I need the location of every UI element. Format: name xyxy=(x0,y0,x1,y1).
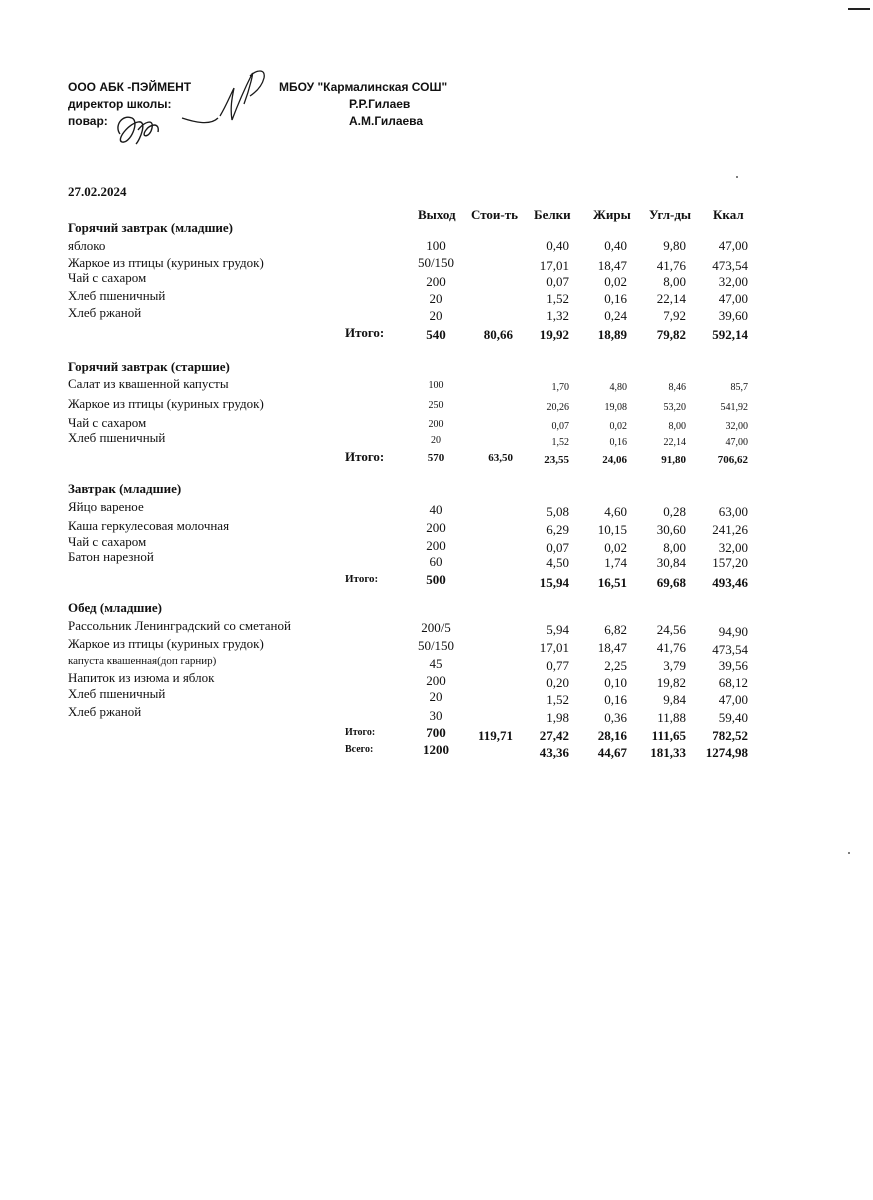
cell-output: 30 xyxy=(429,708,443,723)
cell-kcal: 47,00 xyxy=(725,437,748,448)
cell-fats: 18,47 xyxy=(597,640,627,655)
cell-proteins: 17,01 xyxy=(539,640,569,655)
table-row xyxy=(0,686,873,707)
total-fats: 16,51 xyxy=(597,575,627,590)
director-label: директор школы: xyxy=(68,97,172,111)
cell-proteins: 1,52 xyxy=(546,291,569,306)
total-label: Итого: xyxy=(345,449,385,464)
cell-proteins: 1,32 xyxy=(546,308,569,323)
dish-name: Хлеб ржаной xyxy=(68,704,142,719)
total-carbs: 111,65 xyxy=(651,728,686,743)
grand-total-row xyxy=(0,742,873,758)
cell-fats: 2,25 xyxy=(604,658,627,673)
cell-kcal: 32,00 xyxy=(718,540,748,555)
cell-proteins: 5,94 xyxy=(546,622,569,637)
section-title: Горячий завтрак (старшие) xyxy=(68,359,230,374)
dish-name: Жаркое из птицы (куриных грудок) xyxy=(68,636,264,651)
grand-total-output: 1200 xyxy=(423,742,449,757)
scan-speck xyxy=(848,852,850,854)
cell-fats: 0,16 xyxy=(609,437,627,448)
cell-kcal: 473,54 xyxy=(712,642,748,657)
cook-label: повар: xyxy=(68,114,108,128)
cell-kcal: 241,26 xyxy=(712,522,748,537)
cell-proteins: 17,01 xyxy=(539,258,569,273)
total-cost: 80,66 xyxy=(483,327,513,342)
col-header-cost: Стои-ть xyxy=(471,207,519,222)
cell-output: 20 xyxy=(431,435,441,446)
dish-name: Чай с сахаром xyxy=(68,270,147,285)
cell-output: 200 xyxy=(426,274,446,289)
table-row xyxy=(0,415,873,431)
total-kcal: 706,62 xyxy=(717,454,748,466)
cell-kcal: 473,54 xyxy=(712,258,748,273)
cook-signature xyxy=(110,104,165,152)
table-row xyxy=(0,636,873,657)
section-title: Завтрак (младшие) xyxy=(68,481,182,496)
cell-proteins: 1,52 xyxy=(546,692,569,707)
cell-output: 40 xyxy=(429,502,443,517)
cell-kcal: 68,12 xyxy=(718,675,748,690)
cell-fats: 0,10 xyxy=(604,675,627,690)
cell-kcal: 39,60 xyxy=(718,308,748,323)
total-kcal: 493,46 xyxy=(712,575,748,590)
cell-carbs: 41,76 xyxy=(656,258,686,273)
dish-name: Хлеб пшеничный xyxy=(68,430,166,445)
cell-proteins: 0,07 xyxy=(551,421,569,432)
dish-name: Жаркое из птицы (куриных грудок) xyxy=(68,255,264,270)
total-fats: 18,89 xyxy=(597,327,627,342)
table-row xyxy=(0,499,873,519)
total-label: Итого: xyxy=(345,727,376,738)
cell-output: 200 xyxy=(428,419,444,430)
grand-total-proteins: 43,36 xyxy=(539,745,569,760)
cell-kcal: 94,90 xyxy=(718,624,748,639)
cell-proteins: 1,70 xyxy=(551,382,569,393)
grand-total-kcal: 1274,98 xyxy=(705,745,748,760)
cell-kcal: 32,00 xyxy=(725,421,748,432)
cell-output: 250 xyxy=(428,400,444,411)
cell-output: 20 xyxy=(429,308,443,323)
table-row xyxy=(0,618,873,639)
table-row xyxy=(0,518,873,537)
table-row xyxy=(0,704,873,725)
cell-kcal: 47,00 xyxy=(718,291,748,306)
cell-fats: 0,40 xyxy=(604,238,627,253)
cell-kcal: 32,00 xyxy=(718,274,748,289)
dish-name: яблоко xyxy=(68,238,106,253)
table-row xyxy=(0,238,873,254)
dish-name: Напиток из изюма и яблок xyxy=(68,670,215,685)
col-header-kcal: Ккал xyxy=(713,207,744,222)
cell-fats: 0,16 xyxy=(604,291,627,306)
cell-kcal: 39,56 xyxy=(718,658,748,673)
cell-proteins: 0,77 xyxy=(546,658,569,673)
total-proteins: 23,55 xyxy=(544,454,569,466)
dish-name: Чай с сахаром xyxy=(68,415,147,430)
table-row xyxy=(0,549,873,570)
cell-output: 200 xyxy=(426,538,446,553)
cell-output: 50/150 xyxy=(417,638,455,653)
total-kcal: 782,52 xyxy=(712,728,748,743)
col-header-fats: Жиры xyxy=(593,207,631,222)
total-carbs: 91,80 xyxy=(661,454,686,466)
cell-carbs: 53,20 xyxy=(663,402,686,413)
cell-carbs: 30,60 xyxy=(656,522,686,537)
grand-total-carbs: 181,33 xyxy=(650,745,686,760)
cell-output: 60 xyxy=(429,554,443,569)
total-fats: 28,16 xyxy=(597,728,627,743)
dish-name: Хлеб пшеничный xyxy=(68,288,166,303)
cell-proteins: 1,98 xyxy=(546,710,569,725)
cell-carbs: 8,46 xyxy=(668,382,686,393)
total-carbs: 79,82 xyxy=(656,327,686,342)
director-name: Р.Р.Гилаев xyxy=(349,97,411,111)
table-row xyxy=(0,270,873,289)
cell-carbs: 8,00 xyxy=(663,540,686,555)
cell-carbs: 30,84 xyxy=(656,555,686,570)
cell-output: 45 xyxy=(429,656,443,671)
cell-proteins: 6,29 xyxy=(546,522,569,537)
cell-fats: 19,08 xyxy=(604,402,627,413)
dish-name: капуста квашенная(доп гарнир) xyxy=(68,655,217,667)
grand-total-label: Всего: xyxy=(345,744,374,755)
total-row xyxy=(0,325,873,341)
cell-carbs: 9,80 xyxy=(663,238,686,253)
cell-kcal: 157,20 xyxy=(712,555,748,570)
org-left: ООО АБК -ПЭЙМЕНТ xyxy=(68,80,192,94)
cell-fats: 0,02 xyxy=(604,274,627,289)
col-header-output: Выход xyxy=(418,207,456,222)
cell-carbs: 3,79 xyxy=(663,658,686,673)
table-row xyxy=(0,534,873,555)
cell-fats: 0,02 xyxy=(609,421,627,432)
total-proteins: 15,94 xyxy=(539,575,569,590)
cell-carbs: 22,14 xyxy=(663,437,686,448)
cell-carbs: 0,28 xyxy=(663,504,686,519)
total-output: 540 xyxy=(426,327,446,342)
col-header-carbs: Угл-ды xyxy=(649,207,692,222)
dish-name: Хлеб пшеничный xyxy=(68,686,166,701)
total-proteins: 27,42 xyxy=(539,728,569,743)
total-proteins: 19,92 xyxy=(539,327,569,342)
cell-output: 50/150 xyxy=(417,255,455,270)
cell-kcal: 63,00 xyxy=(718,504,748,519)
cell-proteins: 1,52 xyxy=(551,437,569,448)
cell-proteins: 0,07 xyxy=(546,274,569,289)
col-header-proteins: Белки xyxy=(534,207,571,222)
total-output: 570 xyxy=(427,452,445,464)
cell-kcal: 47,00 xyxy=(718,692,748,707)
section-title: Горячий завтрак (младшие) xyxy=(68,220,234,235)
cell-proteins: 0,40 xyxy=(546,238,569,253)
cell-proteins: 4,50 xyxy=(546,555,569,570)
dish-name: Яйцо вареное xyxy=(68,499,144,514)
cell-fats: 18,47 xyxy=(597,258,627,273)
table-row xyxy=(0,670,873,690)
table-row xyxy=(0,396,873,412)
cell-fats: 0,16 xyxy=(604,692,627,707)
dish-name: Хлеб ржаной xyxy=(68,305,142,320)
table-row xyxy=(0,376,873,392)
total-row xyxy=(0,725,873,741)
cell-carbs: 24,56 xyxy=(656,622,686,637)
dish-name: Чай с сахаром xyxy=(68,534,147,549)
cell-proteins: 5,08 xyxy=(546,504,569,519)
dish-name: Рассольник Ленинградский со сметаной xyxy=(68,618,291,633)
cell-carbs: 22,14 xyxy=(656,291,686,306)
table-row xyxy=(0,288,873,304)
cell-proteins: 20,26 xyxy=(546,402,569,413)
total-row xyxy=(0,570,873,590)
director-signature xyxy=(180,66,275,128)
table-row xyxy=(0,305,873,321)
cell-kcal: 541,92 xyxy=(720,402,748,413)
cell-fats: 0,02 xyxy=(604,540,627,555)
cell-fats: 1,74 xyxy=(604,555,627,570)
table-row xyxy=(0,430,873,446)
cell-output: 20 xyxy=(429,291,443,306)
cell-carbs: 11,88 xyxy=(657,710,686,725)
cell-carbs: 8,00 xyxy=(668,421,686,432)
table-row xyxy=(0,654,873,673)
table-row xyxy=(0,255,873,271)
cell-output: 100 xyxy=(428,380,444,391)
total-carbs: 69,68 xyxy=(656,575,686,590)
cell-output: 200 xyxy=(426,673,446,688)
grand-total-fats: 44,67 xyxy=(597,745,627,760)
cell-fats: 4,80 xyxy=(609,382,627,393)
total-output: 500 xyxy=(426,572,446,587)
cell-fats: 0,24 xyxy=(604,308,627,323)
cell-output: 200 xyxy=(426,520,446,535)
cell-carbs: 9,84 xyxy=(663,692,686,707)
scan-speck xyxy=(736,176,738,178)
cell-carbs: 7,92 xyxy=(663,308,686,323)
menu-date: 27.02.2024 xyxy=(68,184,127,199)
cell-fats: 10,15 xyxy=(597,522,627,537)
cell-fats: 0,36 xyxy=(604,710,627,725)
cell-kcal: 47,00 xyxy=(718,238,748,253)
cell-kcal: 59,40 xyxy=(718,710,748,725)
cell-output: 20 xyxy=(429,689,443,704)
total-row xyxy=(0,449,873,465)
total-label: Итого: xyxy=(345,325,385,340)
cell-carbs: 19,82 xyxy=(656,675,686,690)
org-right: МБОУ "Кармалинская СОШ" xyxy=(279,80,448,94)
scan-corner-mark xyxy=(848,8,870,10)
total-cost: 63,50 xyxy=(488,452,513,464)
cook-name: А.М.Гилаева xyxy=(349,114,424,128)
cell-kcal: 85,7 xyxy=(730,382,748,393)
cell-carbs: 8,00 xyxy=(663,274,686,289)
cell-fats: 6,82 xyxy=(604,622,627,637)
cell-output: 100 xyxy=(426,238,446,253)
cell-carbs: 41,76 xyxy=(656,640,686,655)
total-kcal: 592,14 xyxy=(712,327,748,342)
total-fats: 24,06 xyxy=(602,454,627,466)
total-label: Итого: xyxy=(345,573,379,585)
cell-proteins: 0,20 xyxy=(546,675,569,690)
dish-name: Жаркое из птицы (куриных грудок) xyxy=(68,396,264,411)
dish-name: Салат из квашенной капусты xyxy=(68,376,229,391)
cell-fats: 4,60 xyxy=(604,504,627,519)
dish-name: Батон нарезной xyxy=(68,549,154,564)
cell-output: 200/5 xyxy=(421,620,451,635)
section-title: Обед (младшие) xyxy=(68,600,162,615)
dish-name: Каша геркулесовая молочная xyxy=(68,518,230,533)
cell-proteins: 0,07 xyxy=(546,540,569,555)
total-cost: 119,71 xyxy=(477,728,513,743)
total-output: 700 xyxy=(426,725,446,740)
